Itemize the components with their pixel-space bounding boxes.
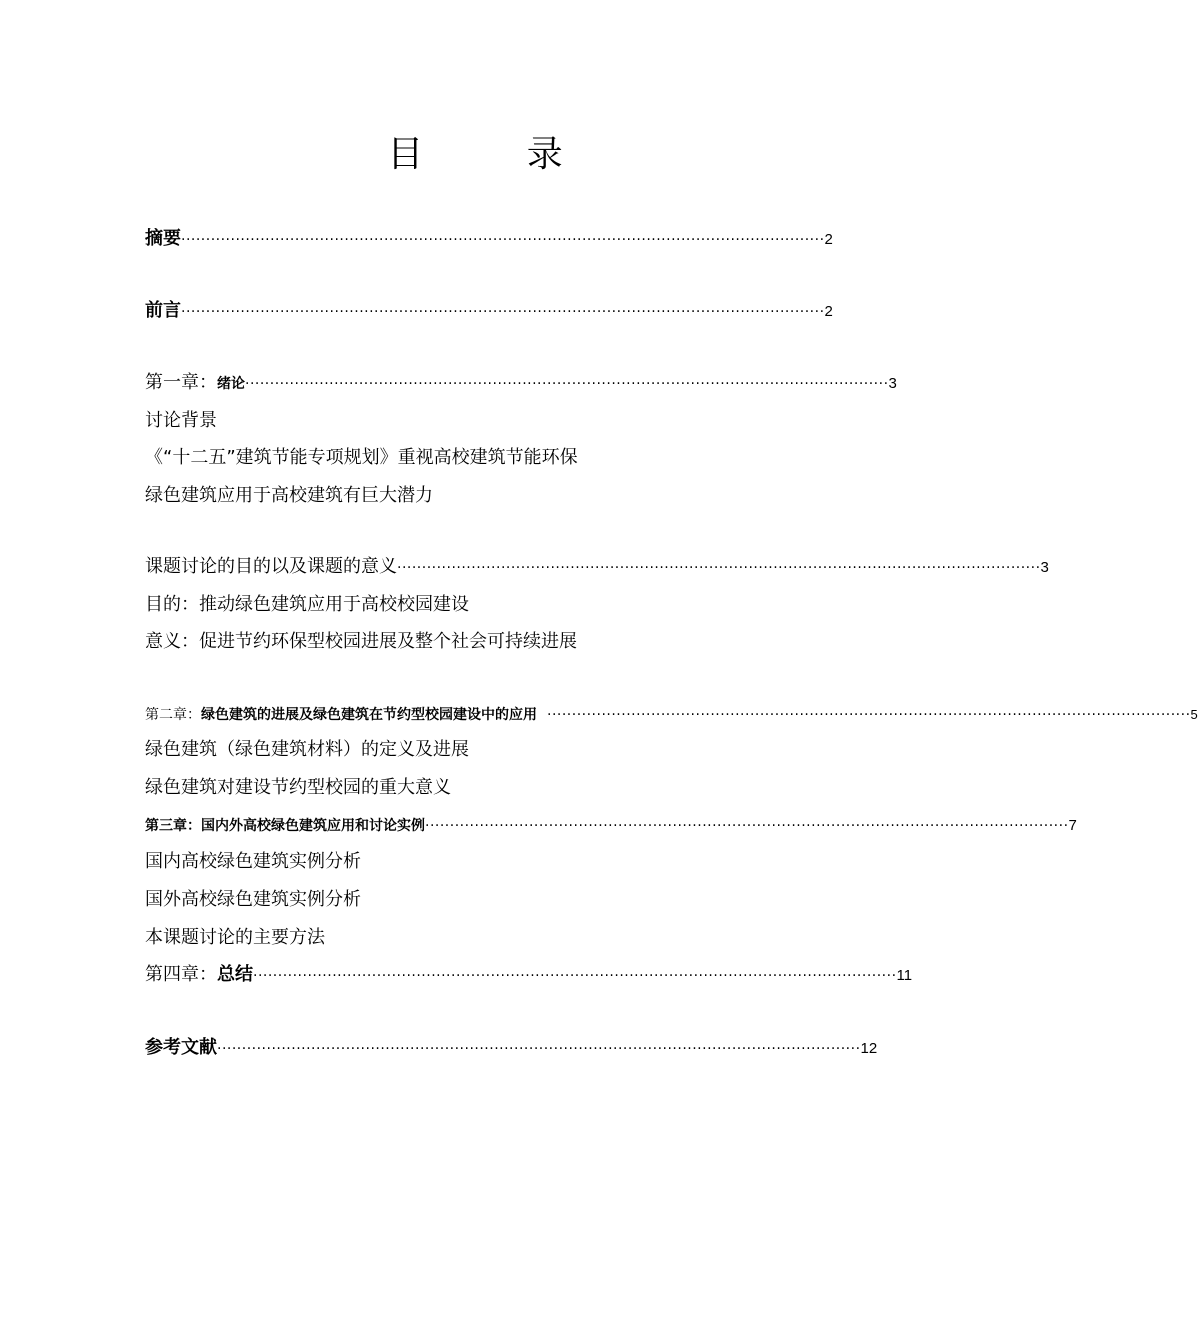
toc-page-number: 7 — [1068, 817, 1077, 834]
toc-page-number: 2 — [824, 231, 833, 248]
dot-leader: ·································································································································· — [181, 304, 825, 320]
toc-subitem[interactable]: 绿色建筑对建设节约型校园的重大意义 — [145, 777, 451, 798]
toc-entry-chapter-2[interactable] — [145, 704, 1198, 726]
dot-leader: ·································································································································· — [253, 968, 897, 984]
toc-entry-abstract[interactable] — [145, 228, 833, 251]
toc-label: 国内外高校绿色建筑应用和讨论实例 — [201, 818, 425, 834]
toc-page-number: 12 — [860, 1040, 878, 1057]
toc-entry-chapter-1[interactable] — [145, 372, 897, 395]
toc-label: 绿色建筑的进展及绿色建筑在节约型校园建设中的应用 — [201, 707, 537, 723]
toc-subitem[interactable]: 国内高校绿色建筑实例分析 — [145, 851, 361, 872]
toc-label: 参考文献 — [145, 1037, 217, 1058]
toc-entry-references[interactable] — [145, 1037, 878, 1060]
toc-page-number: 3 — [1040, 559, 1049, 576]
toc-chapter-prefix: 第三章： — [145, 818, 201, 834]
dot-leader: ·································································································································· — [547, 707, 1191, 723]
toc-subitem[interactable]: 《“十二五”建筑节能专项规划》重视高校建筑节能环保 — [145, 447, 578, 468]
dot-leader: ·································································································································· — [217, 1041, 861, 1057]
toc-label: 摘要 — [145, 228, 181, 249]
page-title: 目 录 — [387, 134, 609, 175]
toc-page-number: 5 — [1190, 707, 1198, 722]
dot-leader: ·································································································································· — [245, 376, 889, 392]
dot-leader: ·································································································································· — [425, 818, 1069, 834]
toc-chapter-prefix: 第四章： — [145, 964, 217, 985]
dot-leader: ·································································································································· — [397, 560, 1041, 576]
toc-entry-preface[interactable] — [145, 300, 833, 323]
toc-chapter-prefix: 第一章： — [145, 372, 217, 393]
toc-subitem[interactable]: 绿色建筑（绿色建筑材料）的定义及进展 — [145, 739, 469, 760]
toc-label: 课题讨论的目的以及课题的意义 — [145, 556, 397, 577]
toc-subitem[interactable]: 目的：推动绿色建筑应用于高校校园建设 — [145, 594, 469, 615]
toc-subitem[interactable]: 绿色建筑应用于高校建筑有巨大潜力 — [145, 485, 433, 506]
toc-label: 前言 — [145, 300, 181, 321]
toc-label: 总结 — [217, 964, 253, 985]
toc-page-number: 2 — [824, 303, 833, 320]
dot-leader: ·································································································································· — [181, 232, 825, 248]
toc-page-number: 11 — [896, 967, 913, 984]
toc-subitem[interactable]: 国外高校绿色建筑实例分析 — [145, 889, 361, 910]
toc-entry-chapter-4[interactable] — [145, 964, 913, 987]
toc-chapter-prefix: 第二章： — [145, 707, 201, 723]
toc-entry-purpose[interactable] — [145, 556, 1049, 579]
toc-subitem[interactable]: 讨论背景 — [145, 410, 217, 431]
toc-subitem[interactable]: 本课题讨论的主要方法 — [145, 927, 325, 948]
toc-entry-chapter-3[interactable] — [145, 815, 1077, 837]
toc-label: 绪论 — [217, 376, 245, 392]
toc-page-number: 3 — [888, 375, 897, 392]
toc-subitem[interactable]: 意义：促进节约环保型校园进展及整个社会可持续进展 — [145, 631, 577, 652]
